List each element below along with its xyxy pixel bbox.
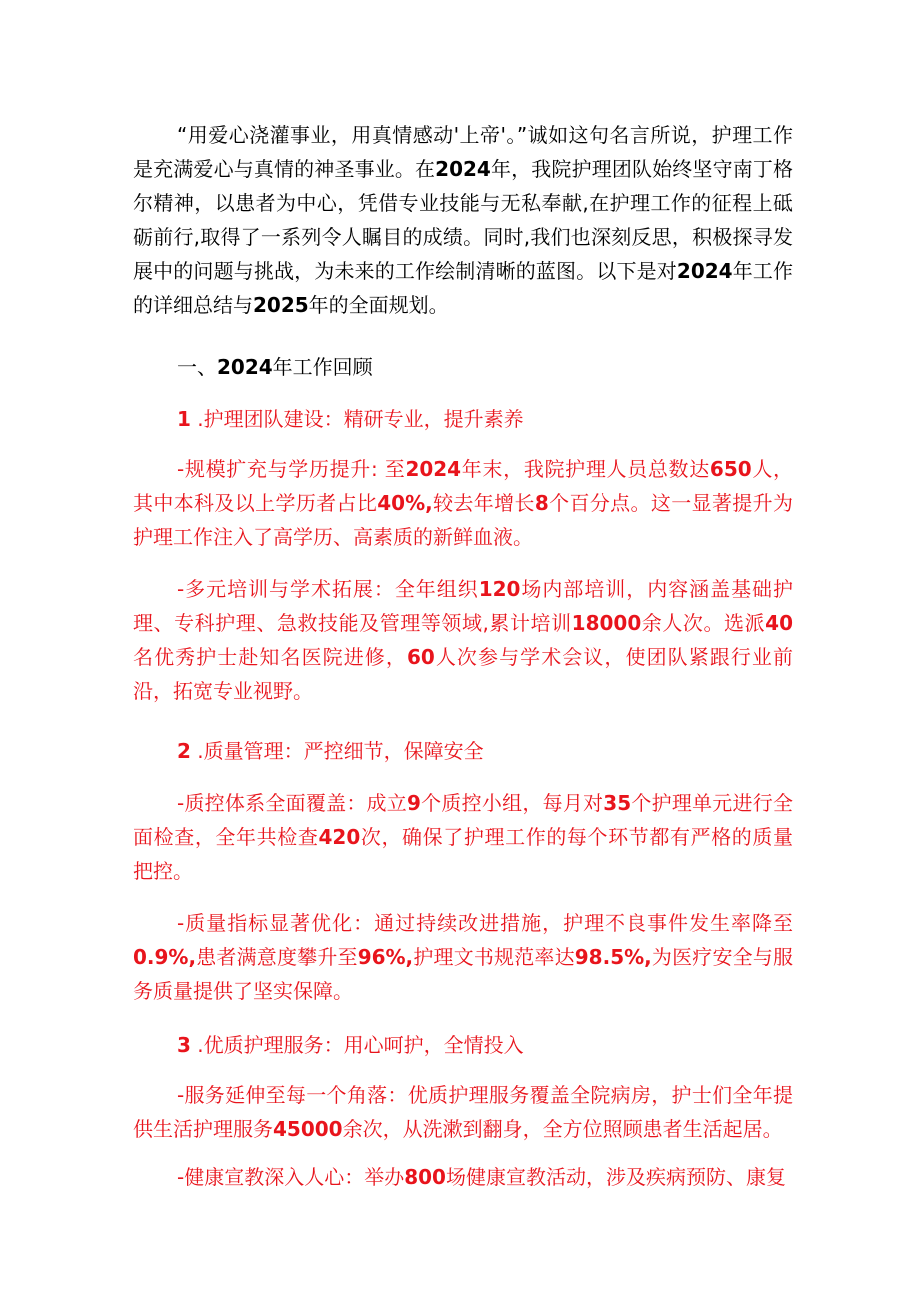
text-run: 余人次。选派 xyxy=(641,611,766,635)
text-run: -多元培训与学术拓展：全年组织 xyxy=(177,577,479,601)
number: 2024 xyxy=(405,457,462,481)
paragraph-service-extension xyxy=(133,1078,793,1146)
paragraph-scale-education xyxy=(133,452,793,554)
subheading-quality-service xyxy=(177,1028,524,1062)
text-run: -规模扩充与学历提升: 至 xyxy=(177,457,406,481)
intro-paragraph xyxy=(133,118,793,322)
number: 40%, xyxy=(377,491,433,515)
text-run: 人，其中本科及以上学历者占比 xyxy=(133,457,794,515)
subheading-title: .护理团队建设：精研专业，提升素养 xyxy=(190,407,524,431)
number: 2024 xyxy=(676,259,733,283)
number: 0.9%, xyxy=(133,945,197,969)
paragraph-health-education xyxy=(133,1160,793,1194)
text-run: 场健康宣教活动，涉及疾病预防、康复 xyxy=(445,1165,786,1189)
section-title: 年工作回顾 xyxy=(272,355,373,379)
subheading-quality-management xyxy=(177,734,484,768)
text-run: 年工作的详细总结与 xyxy=(133,259,794,317)
number: 420 xyxy=(318,825,361,849)
number: 800 xyxy=(404,1165,446,1189)
paragraph-quality-control xyxy=(133,786,793,888)
text-run: -质控体系全面覆盖：成立 xyxy=(177,791,408,815)
text-run: 次，确保了护理工作的每个环节都有严格的质量把控。 xyxy=(133,825,794,883)
text-run: 护理文书规范率达 xyxy=(413,945,575,969)
number: 650 xyxy=(709,457,752,481)
paragraph-training xyxy=(133,572,793,708)
text-run: 个百分点。这一显著提升为护理工作注入了高学历、高素质的新鲜血液。 xyxy=(133,491,794,549)
section-heading-review xyxy=(177,350,373,384)
text-run: 余次，从洗漱到翻身，全方位照顾患者生活起居。 xyxy=(342,1117,783,1141)
text-run: -服务延伸至每一个角落：优质护理服务覆盖全院病房，护士们全年提供生活护理服务 xyxy=(133,1083,793,1141)
subheading-title: .优质护理服务：用心呵护，全情投入 xyxy=(190,1033,524,1057)
text-run: -健康宣教深入人心：举办 xyxy=(177,1165,405,1189)
number: 9 xyxy=(407,791,421,815)
text-run: 较去年增长 xyxy=(432,491,535,515)
number: 2025 xyxy=(253,293,309,317)
text-run: 个护理单元进行全面检查，全年共检查 xyxy=(133,791,794,849)
text-run: “用爱心浇灌事业，用真情感动'上帝'。”诚如这句名言所说，护理工作是充满爱心与真情的神圣事业。在 xyxy=(133,123,793,181)
text-run: 个质控小组，每月对 xyxy=(420,791,604,815)
text-run: -质量指标显著优化：通过持续改进措施，护理不良事件发生率降至 xyxy=(177,911,793,935)
number: 35 xyxy=(603,791,632,815)
text-run: 场内部培训，内容涵盖基础护理、专科护理、急救技能及管理等领域,累计培训 xyxy=(133,577,794,635)
number: 45000 xyxy=(273,1117,343,1141)
number: 120 xyxy=(478,577,521,601)
text-run: 患者满意度攀升至 xyxy=(196,945,358,969)
text-run: 年的全面规划。 xyxy=(308,293,449,317)
text-run: 年，我院护理团队始终坚守南丁格尔精神，以患者为中心，凭借专业技能与无私奉献,在护理工作的征程上砥砺前行,取得了一系列令人瞩目的成绩。同时,我们也深刻反思，积极探寻发展中的问题与挑战，为未来的工作绘制清晰的蓝图。以下是对 xyxy=(133,157,794,283)
paragraph-quality-indicators xyxy=(133,906,793,1008)
subheading-team-building xyxy=(177,402,524,436)
number: 8 xyxy=(534,491,549,515)
number: 60 xyxy=(406,645,435,669)
subheading-title: .质量管理：严控细节，保障安全 xyxy=(190,739,484,763)
section-year: 2024 xyxy=(217,355,273,379)
number: 18000 xyxy=(571,611,642,635)
subheading-number: 3 xyxy=(177,1033,191,1057)
subheading-number: 1 xyxy=(177,407,191,431)
text-run: 人次参与学术会议，使团队紧跟行业前沿，拓宽专业视野。 xyxy=(133,645,794,703)
text-run: 年末，我院护理人员总数达 xyxy=(461,457,710,481)
number: 96%, xyxy=(357,945,414,969)
text-run: 名优秀护士赴知名医院进修， xyxy=(133,645,407,669)
text-run: 为医疗安全与服务质量提供了坚实保障。 xyxy=(133,945,794,1003)
subheading-number: 2 xyxy=(177,739,191,763)
number: 40 xyxy=(765,611,794,635)
number: 98.5%, xyxy=(574,945,652,969)
section-prefix: 一、 xyxy=(177,355,217,379)
number: 2024 xyxy=(435,157,491,181)
